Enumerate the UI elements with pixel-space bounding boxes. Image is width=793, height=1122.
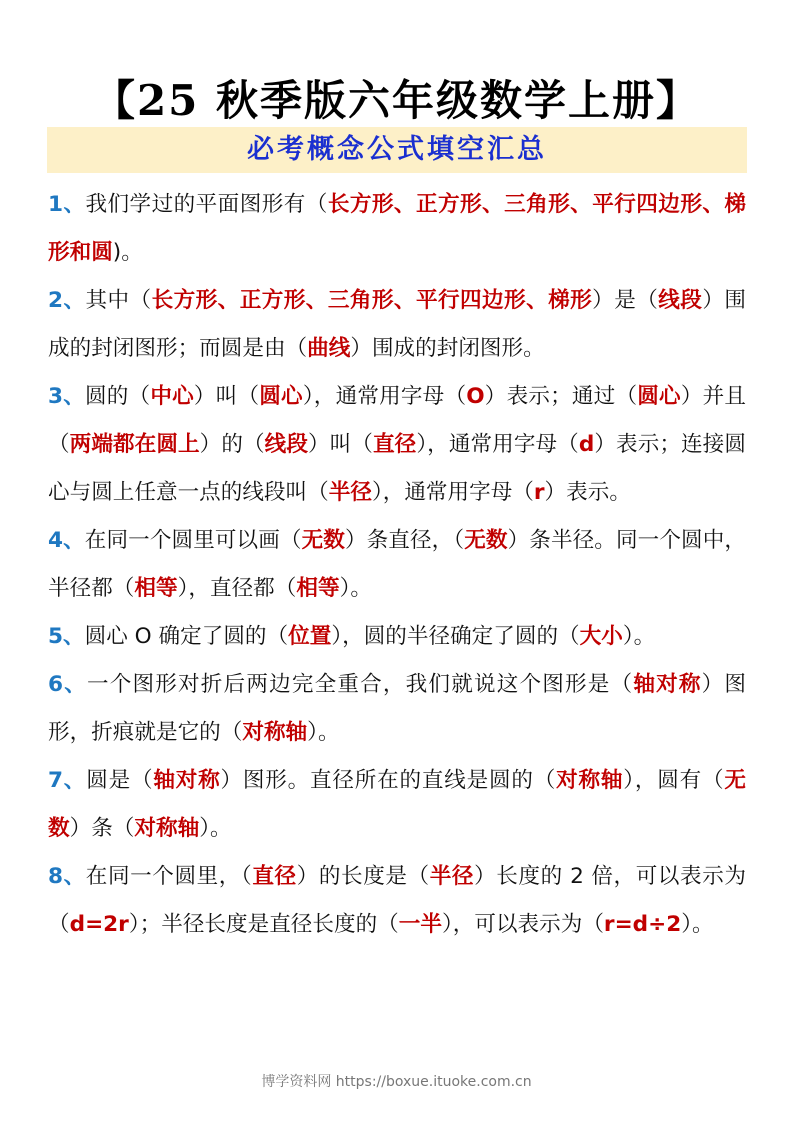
question-text: ）。 [199,816,232,841]
answer-text: 大小 [579,624,623,649]
question-text: ），直径都（ [177,576,297,601]
answer-text: 相等 [296,576,340,601]
question-text: ）表示；通过（ [484,384,638,409]
question-text: ）。 [622,624,656,649]
question-text: ）长度的 2 倍，可以表示为（ [48,864,746,937]
question-text: ）的长度是（ [296,864,430,889]
question-item [48,853,746,949]
answer-text: d [578,432,595,457]
subtitle-banner [47,127,747,173]
answer-text: 线段 [658,288,703,313]
question-text: ）并且（ [48,384,746,457]
question-number: 7、 [48,768,87,793]
answer-text: 曲线 [307,336,351,361]
question-list [48,181,746,949]
question-text: ）。 [307,720,340,745]
question-number: 1、 [48,192,86,217]
question-text: ），通常用字母（ [416,432,579,457]
answer-text: 半径 [429,864,475,889]
answer-text: 对称轴 [556,768,624,793]
answer-text: r [533,480,545,505]
question-item [48,373,746,517]
question-text: ），可以表示为（ [441,912,604,937]
question-item [48,613,746,661]
answer-text: 无数 [48,768,746,841]
question-text: ）表示。 [544,480,631,505]
answer-text: 对称轴 [242,720,308,745]
question-text: ）的（ [199,432,265,457]
question-number: 8、 [48,864,86,889]
question-text: )。 [112,240,143,265]
question-text: ）条半径。同一个圆中，半径都（ [48,528,746,601]
question-text: 圆心 O 确定了圆的（ [84,624,289,649]
question-text: 其中（ [85,288,152,313]
question-number: 2、 [48,288,86,313]
question-text: ）。 [339,576,372,601]
question-text: ）条直径，（ [344,528,465,553]
footer-watermark: 博学资料网 https://boxue.ituoke.com.cn [261,1074,532,1090]
answer-text: 直径 [252,864,297,889]
question-item [48,517,746,613]
question-text: ）围成的封闭图形；而圆是由（ [48,288,746,361]
question-text: ），通常用字母（ [371,480,534,505]
answer-text: 直径 [372,432,417,457]
answer-text: 中心 [150,384,194,409]
question-text: ）表示；连接圆心与圆上任意一点的线段叫（ [48,432,746,505]
question-item [48,661,746,757]
question-text: ）叫（ [307,432,373,457]
answer-text: r=d÷2 [603,912,682,937]
answer-text: 轴对称 [633,672,702,697]
answer-text: 无数 [464,528,508,553]
question-text: ）图形。直径所在的直线是圆的（ [220,768,557,793]
answer-text: 轴对称 [153,768,221,793]
question-text: 一个图形对折后两边完全重合，我们就说这个图形是（ [86,672,634,697]
answer-text: 对称轴 [134,816,200,841]
answer-text: 半径 [328,480,372,505]
question-text: ）围成的封闭图形。 [350,336,545,361]
answer-text: 两端都在圆上 [69,432,200,457]
answer-text: 无数 [301,528,345,553]
question-text: ），圆有（ [623,768,725,793]
question-text: ）叫（ [193,384,260,409]
question-text: ），通常用字母（ [302,384,467,409]
subtitle: 必考概念公式填空汇总 [247,134,547,165]
answer-text: 圆心 [259,384,303,409]
answer-text: O [466,384,485,409]
answer-text: d=2r [69,912,129,937]
question-text: ）条（ [69,816,135,841]
answer-text: 一半 [398,912,442,937]
answer-text: 圆心 [637,384,681,409]
answer-text: 线段 [264,432,308,457]
question-text: ），圆的半径确定了圆的（ [331,624,580,649]
page-title: 【25 秋季版六年级数学上册】 [92,76,701,125]
question-number: 5、 [48,624,85,649]
question-text: 我们学过的平面图形有（ [85,192,328,217]
question-item [48,757,746,853]
answer-text: 相等 [134,576,178,601]
answer-text: 长方形、正方形、三角形、平行四边形、梯形 [151,288,593,313]
question-number: 4、 [48,528,85,553]
answer-text: 位置 [288,624,332,649]
question-text: ）。 [681,912,714,937]
question-text: ）是（ [592,288,659,313]
question-number: 6、 [48,672,87,697]
question-text: 在同一个圆里，（ [85,864,253,889]
answer-text: 长方形、正方形、三角形、平行四边形、梯形和圆 [48,192,746,265]
question-text: ）；半径长度是直径长度的（ [128,912,399,937]
question-item [48,181,746,277]
question-text: 圆的（ [85,384,151,409]
question-text: 圆是（ [86,768,154,793]
question-item [48,277,746,373]
question-number: 3、 [48,384,85,409]
question-text: 在同一个圆里可以画（ [84,528,302,553]
question-text: ）图形，折痕就是它的（ [48,672,746,745]
